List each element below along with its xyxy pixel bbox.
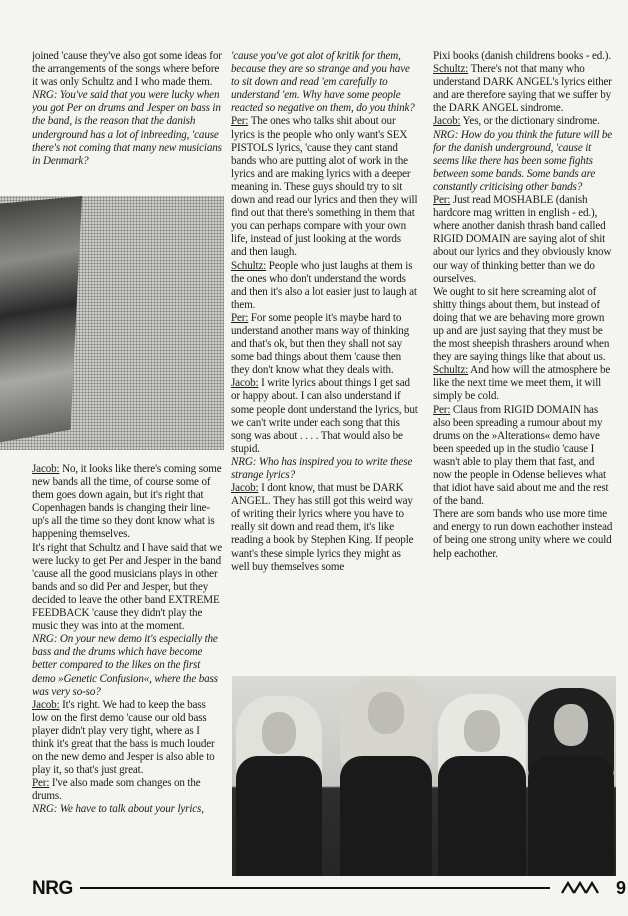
band-member-1 [236, 696, 322, 876]
answer-text: For some people it's maybe hard to understand another mans way of thinking and that's ok, but then they shall not say some bad things about them 'cause then they don't know what they deals with. [231, 311, 410, 377]
speaker-label: Per: [32, 777, 50, 790]
answer [231, 312, 419, 377]
photo-figure [0, 196, 82, 450]
answer [32, 463, 222, 542]
answer-text: People who just laughs at them is the ones who don't understand the words and then it's also a lot easier just to laugh at them. [231, 259, 417, 311]
interviewer-question: NRG: You've said that you were lucky when you got Per on drums and Jesper on bass in the band, is the reason that the danish underground has a lot of inbreeding, 'cause there's not coming that many new musicians in Denmark? [32, 89, 222, 167]
interviewer-question: NRG: We have to talk about your lyrics, [32, 803, 204, 816]
speaker-label: Jacob: [433, 115, 461, 128]
band-photo [232, 676, 616, 876]
answer-text: It's right. We had to keep the bass low on the first demo 'cause our old bass player didn't play very tight, where as I think it's great that the bass is much louder on the new demo and Jesper is also able to play it, so that's just great. [32, 698, 215, 777]
paragraph: joined 'cause they've also got some ideas for the arrangements of the songs where before it was only Schultz and I who made them. [32, 50, 222, 89]
speaker-label: Schultz: [433, 63, 469, 76]
interviewer-question: NRG: How do you think the future will be for the danish underground, 'cause it seems like there has been some fights between some bands. Some bands are constantly criticising other bands? [433, 128, 613, 193]
answer [32, 777, 222, 803]
answer-text: Just read MOSHABLE (danish hardcore mag written in english - ed.), where another danish thrash band called RIGID DOMAIN are saying alot of shit about our lyrics and they obviously know our way of thinking better than we do ourselves. [433, 194, 612, 285]
speaker-label: Per: [433, 194, 451, 207]
speaker-label: Per: [433, 403, 451, 416]
column-1-bottom [32, 463, 222, 883]
interviewer-question: 'cause you've got alot of kritik for them, because they are so strange and you have to sit down and read 'em carefully to understand 'em. Why have some people reacted so negative on them, do you think? [231, 50, 415, 115]
band-photo-left [0, 196, 224, 450]
answer [231, 482, 419, 574]
page-number: 9 [616, 878, 627, 898]
interviewer-question: NRG: Who has inspired you to write these strange lyrics? [231, 455, 413, 481]
band-member-2 [340, 676, 432, 876]
footer-chevrons-icon [560, 881, 610, 895]
footer-rule [80, 887, 550, 889]
answer-text: I've also made som changes on the drums. [32, 777, 201, 803]
speaker-label: Jacob: [231, 482, 259, 495]
answer [231, 115, 419, 259]
column-2 [231, 50, 419, 574]
interviewer-question: NRG: On your new demo it's especially the bass and the drums which have become better compared to the likes on the first demo »Genetic Confusion«, where the bass was very so-so? [32, 633, 218, 698]
speaker-label: Schultz: [433, 364, 469, 377]
speaker-label: Schultz: [231, 259, 267, 272]
speaker-label: Jacob: [231, 377, 259, 390]
answer-text: Yes, or the dictionary sindrome. [460, 115, 600, 128]
answer [433, 194, 613, 286]
speaker-label: Jacob: [32, 698, 60, 711]
answer [433, 364, 613, 403]
speaker-label: Per: [231, 311, 249, 324]
answer [32, 699, 222, 778]
answer-text: I write lyrics about things I get sad or happy about. I can also understand if some people dont understand the lyrics, but we can't write under each song that this song was about . . . . That would also be stupid. [231, 377, 418, 455]
answer [433, 63, 613, 115]
answer-text: There's not that many who understand DARK ANGEL's lyrics either and are therefore saying that we suffer by the DARK ANGEL sindrome. [433, 63, 612, 115]
column-3 [433, 50, 613, 561]
answer-text: No, it looks like there's coming some new bands all the time, of course some of them goes down again, but it's right that Copenhagen bands is changing their line-up's all the time so they dont know what is happening themselves. [32, 463, 222, 541]
answer [433, 404, 613, 509]
paragraph: It's right that Schultz and I have said that we were lucky to get Per and Jesper in the band 'cause all the good musicians plays in other bands and so did Per and Jesper, but they decided to leave the other band EXTREME FEEDBACK 'cause they didn't play the music they was into at the moment. [32, 541, 222, 633]
paragraph: We ought to sit here screaming alot of shitty things about them, but instead of doing that we are behaving more grown up and are just saying that they must be the most sheepish thrashers around when they are saying things like that about us. [433, 285, 610, 364]
paragraph: There are som bands who use more time and energy to run down eachother instead of being one strong unity where we could help eachother. [433, 508, 613, 560]
speaker-label: Per: [231, 115, 249, 128]
column-1-top [32, 50, 222, 168]
answer [433, 115, 613, 128]
paragraph: Pixi books (danish childrens books - ed.). [433, 50, 611, 62]
answer [231, 260, 419, 312]
band-member-4 [528, 688, 614, 876]
answer-text: I dont know, that must be DARK ANGEL. They has still got this weird way of writing their lyrics where you have to really sit down and read them, it's like reading a book by Stephen King. If people want's these simple lyrics they might as well buy themselves some [231, 482, 414, 573]
answer-text: The ones who talks shit about our lyrics is the people who only want's SEX PISTOLS lyrics, 'cause they cant stand bands who are putting alot of work in the lyrics and are making lyrics with a deeper meaning in. These guys should try to sit down and read our lyrics and then they will find out that there's something in them that you can perhaps compare with your own life, instead of just looking at the words and then laugh. [231, 115, 418, 259]
magazine-logo: NRG [32, 878, 73, 899]
answer-text: Claus from RIGID DOMAIN has also been spreading a rumour about my drums on the »Alterations« demo have been speeded up in the studio 'cause I wasn't able to play them that fast, and now the people in Odense believes what that idiot have said about me and the rest of the band. [433, 403, 609, 508]
speaker-label: Jacob: [32, 463, 60, 475]
answer [231, 377, 419, 456]
answer-text: And how will the atmosphere be like the next time we meet them, it will simply be cold. [433, 364, 611, 403]
band-member-3 [438, 694, 526, 876]
